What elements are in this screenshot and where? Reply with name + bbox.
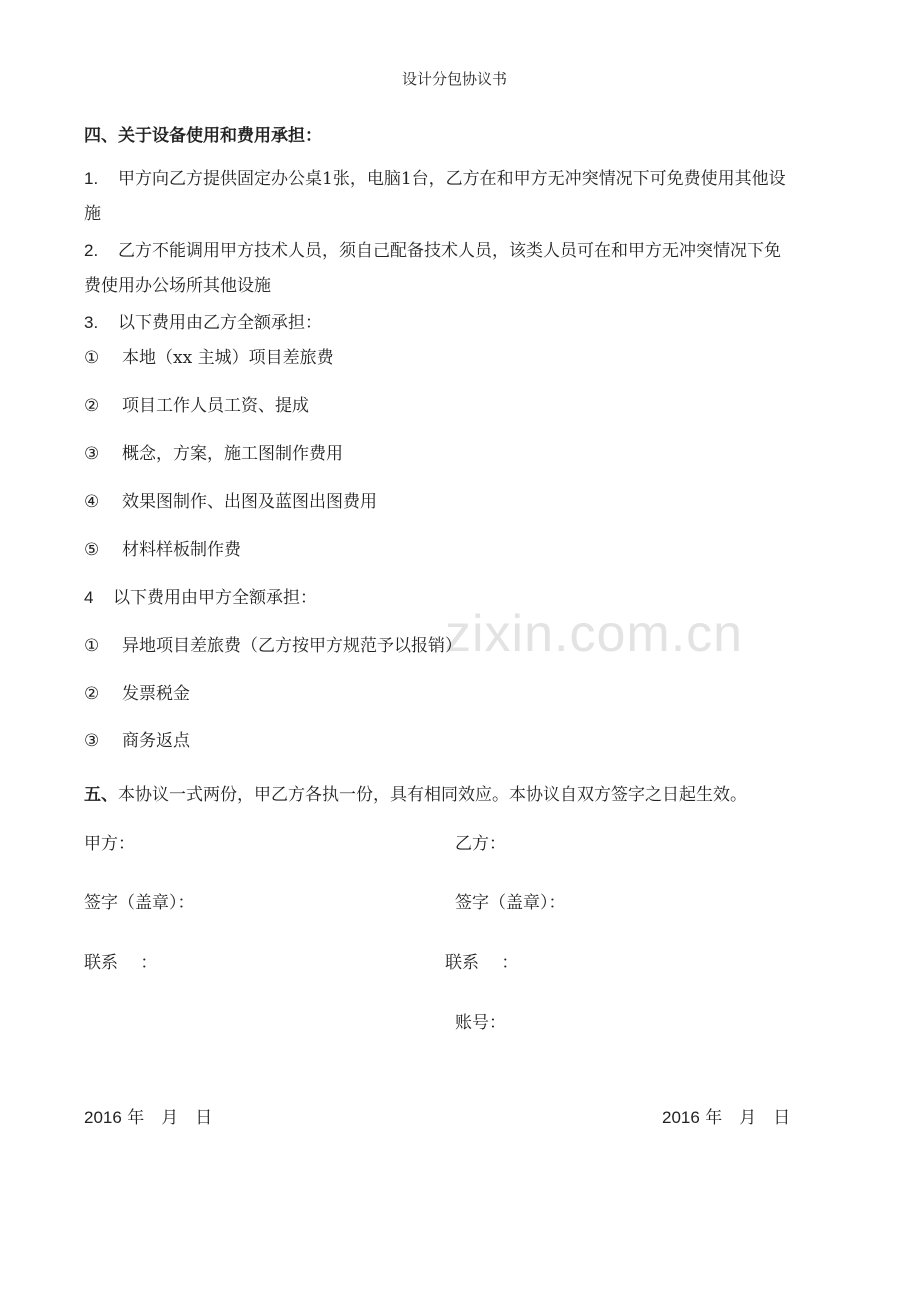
party-b-date-rest: 年 月 日	[705, 1108, 791, 1128]
item-4-number: 4	[84, 588, 94, 607]
party-a-date-rest: 年 月 日	[127, 1108, 213, 1128]
list-item-text: 效果图制作、出图及蓝图出图费用	[122, 492, 377, 512]
document-title: 设计分包协议书	[402, 70, 508, 88]
list-item	[84, 683, 190, 705]
list-item-text: 本地（xx 主城）项目差旅费	[122, 348, 334, 368]
item-1-text: 甲方向乙方提供固定办公桌1张，电脑1台，乙方在和甲方无冲突情况下可免费使用其他设	[118, 169, 786, 189]
section-5-text: 本协议一式两份，甲乙方各执一份，具有相同效应。本协议自双方签字之日起生效。	[118, 785, 747, 805]
item-1-line-1	[84, 168, 786, 190]
list-item-text: 发票税金	[122, 684, 190, 704]
list-item	[84, 491, 377, 513]
item-2-line-2: 费使用办公场所其他设施	[84, 276, 271, 296]
party-b-signature: 签字（盖章）：	[455, 893, 566, 913]
item-2-line-1	[84, 240, 781, 262]
list-item	[84, 443, 343, 465]
item-3	[84, 312, 322, 334]
list-marker: ⑤	[84, 540, 100, 560]
list-item	[84, 539, 241, 561]
item-4-text: 以下费用由甲方全额承担：	[113, 588, 317, 608]
item-2-number: 2.	[84, 241, 99, 260]
party-b-date	[662, 1107, 790, 1129]
party-a-date	[84, 1107, 212, 1129]
section-5-heading: 五、	[84, 785, 118, 805]
list-item	[84, 347, 334, 369]
list-item	[84, 730, 190, 752]
list-item-text: 异地项目差旅费（乙方按甲方规范予以报销）	[122, 636, 462, 656]
item-1-number: 1.	[84, 169, 99, 188]
list-item-text: 概念，方案，施工图制作费用	[122, 444, 343, 464]
item-1-line-2: 施	[84, 204, 101, 224]
list-marker: ④	[84, 492, 100, 512]
list-marker: ②	[84, 396, 100, 416]
list-item	[84, 635, 462, 657]
list-item-text: 商务返点	[122, 731, 190, 751]
party-a-signature: 签字（盖章）：	[84, 893, 195, 913]
party-b-contact: 联系 ：	[445, 953, 519, 973]
watermark: zixin.com.cn	[445, 605, 744, 663]
item-4	[84, 587, 317, 609]
section-5	[84, 784, 747, 806]
list-marker: ③	[84, 731, 100, 751]
party-a-contact: 联系 ：	[84, 953, 158, 973]
party-a-label: 甲方：	[84, 834, 135, 854]
party-a-date-year: 2016	[84, 1108, 122, 1127]
item-3-text: 以下费用由乙方全额承担：	[118, 313, 322, 333]
list-marker: ①	[84, 636, 100, 656]
party-b-account: 账号：	[455, 1013, 506, 1033]
list-marker: ②	[84, 684, 100, 704]
section-4-heading: 四、关于设备使用和费用承担：	[84, 126, 322, 146]
list-item-text: 材料样板制作费	[122, 540, 241, 560]
party-b-label: 乙方：	[455, 834, 506, 854]
list-marker: ①	[84, 348, 100, 368]
party-b-date-year: 2016	[662, 1108, 700, 1127]
list-marker: ③	[84, 444, 100, 464]
item-3-number: 3.	[84, 313, 99, 332]
list-item	[84, 395, 309, 417]
item-2-text: 乙方不能调用甲方技术人员，须自己配备技术人员，该类人员可在和甲方无冲突情况下免	[118, 241, 781, 261]
list-item-text: 项目工作人员工资、提成	[122, 396, 309, 416]
